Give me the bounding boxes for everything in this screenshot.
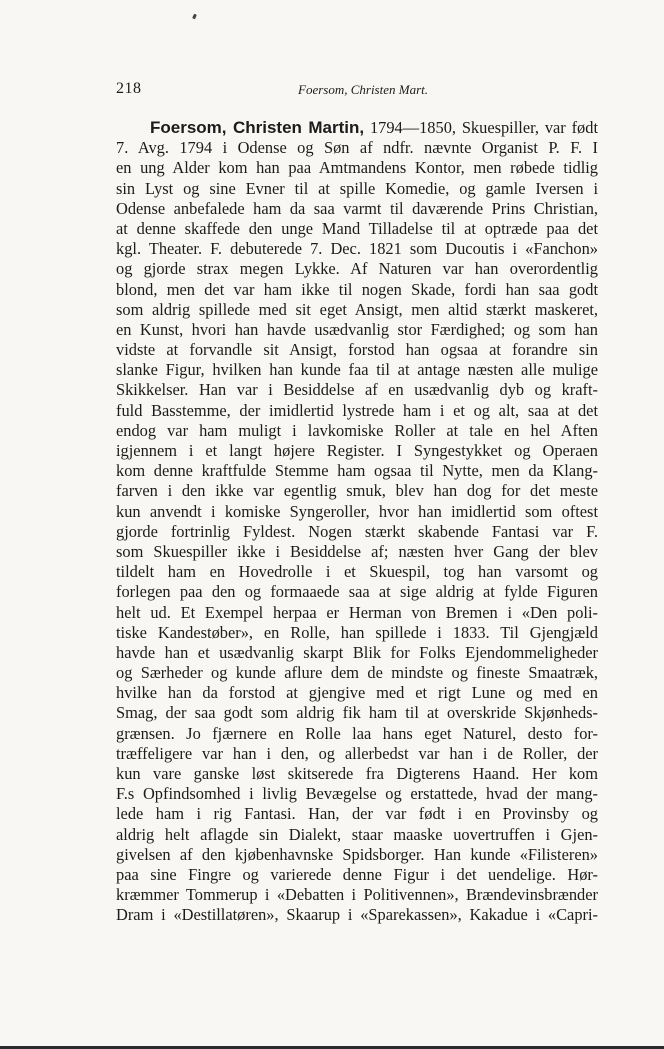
text-line: hvilke han da forstod at gjengive med et rigt Lune og med en xyxy=(116,683,598,703)
text-line: kgl. Theater. F. debuterede 7. Dec. 1821 som Ducoutis i «Fanchon» xyxy=(116,239,598,259)
text-line: fuld Basstemme, der imidlertid lystrede ham i et og alt, saa at det xyxy=(116,400,598,420)
page-header xyxy=(116,80,598,100)
text-line: endog var ham muligt i lavkomiske Roller at tale en hel Aften xyxy=(116,420,598,440)
text-line: havde han et usædvanlig skarpt Blik for Folks Ejendommeligheder xyxy=(116,642,598,662)
text-line: givelsen af den kjøbenhavnske Spidsborger. Han kunde «Filisteren» xyxy=(116,844,598,864)
text-line: gjorde fortrinlig Fyldest. Nogen stærkt skabende Fantasi var F. xyxy=(116,521,598,541)
text-line: paa sine Fingre og varierede denne Figur i det uendelige. Hør- xyxy=(116,864,598,884)
text-line: kræmmer Tommerup i «Debatten i Politivennen», Brændevinsbrænder xyxy=(116,885,598,905)
text-line: sin Lyst og sine Evner til at spille Komedie, og gamle Iversen i xyxy=(116,178,598,198)
text-line: Odense anbefalede ham da saa varmt til daværende Prins Christian, xyxy=(116,198,598,218)
text-line: slanke Figur, hvilken han kunde faa til at antage næsten alle mulige xyxy=(116,360,598,380)
text-line: vidste at forvandle sit Ansigt, forstod han ogsaa at forandre sin xyxy=(116,340,598,360)
text-line: kun vare ganske løst skitserede fra Digterens Haand. Her kom xyxy=(116,764,598,783)
text-line: og Særheder og kunde aflure dem de mindste og fineste Smaatræk, xyxy=(116,663,598,683)
page-number: 218 xyxy=(116,80,142,97)
running-head: Foersom, Christen Mart. xyxy=(298,82,428,97)
text-line: en Kunst, hvori han havde usædvanlig stor Færdighed; og som han xyxy=(116,319,598,339)
headword: Foersom, Christen Martin, xyxy=(150,118,365,137)
text-line: Skikkelser. Han var i Besiddelse af en usædvanlig dyb og kraft- xyxy=(116,380,598,400)
text-line: blond, men det var ham ikke til nogen Skade, fordi han saa godt xyxy=(116,279,598,299)
text-line-rest: 1794—1850, Skuespiller, var født xyxy=(364,118,598,137)
text-line xyxy=(116,118,598,138)
text-line: træffeligere var han i den, og allerbedst var han i de Roller, der xyxy=(116,743,598,763)
stray-ink-mark xyxy=(192,14,197,20)
text-line: at denne skaffede den unge Mand Tilladelse til at optræde paa det xyxy=(116,218,598,238)
text-line: som aldrig spillede med sit eget Ansigt, men altid stærkt maskeret, xyxy=(116,299,598,319)
text-line: helt ud. Et Exempel herpaa er Herman von Bremen i «Den poli- xyxy=(116,602,598,622)
text-line: 7. Avg. 1794 i Odense og Søn af ndfr. nævnte Organist P. F. I xyxy=(116,138,598,158)
text-line: Smag, der saa godt som aldrig fik ham til at overskride Skjønheds- xyxy=(116,703,598,723)
text-line: F.s Opfindsomhed i livlig Bevægelse og erstattede, hvad der mang- xyxy=(116,784,598,804)
text-line: og gjorde strax megen Lykke. Af Naturen var han overordentlig xyxy=(116,259,598,279)
text-line: som Skuespiller ikke i Besiddelse af; næsten hver Gang der blev xyxy=(116,541,598,561)
text-line: kun anvendt i komiske Syngeroller, hvor han imidlertid som oftest xyxy=(116,501,598,521)
text-line: igjennem i et langt højere Register. I Syngestykket og Operaen xyxy=(116,441,598,460)
article-body xyxy=(116,118,598,926)
text-line: lede ham i rig Fantasi. Han, der var født i en Provinsby og xyxy=(116,804,598,824)
text-line: grænsen. Jo fjærnere en Rolle laa hans eget Naturel, desto for- xyxy=(116,723,598,743)
text-line: tiske Kandestøber», en Rolle, han spillede i 1833. Til Gjengjæld xyxy=(116,622,598,642)
text-line: farven i den ikke var egentlig smuk, blev han dog for det meste xyxy=(116,481,598,501)
text-line: kom denne kraftfulde Stemme ham ogsaa til Nytte, men da Klang- xyxy=(116,461,598,481)
text-line: en ung Alder kom han paa Amtmandens Kontor, men røbede tidlig xyxy=(116,158,598,178)
text-line: Dram i «Destillatøren», Skaarup i «Sparekassen», Kakadue i «Capri- xyxy=(116,905,598,925)
text-line: tildelt ham en Hovedrolle i et Skuespil, tog han varsomt og xyxy=(116,562,598,582)
text-line: forlegen paa den og formaaede saa at sige aldrig at fylde Figuren xyxy=(116,582,598,602)
text-line: aldrig helt aflagde sin Dialekt, staar maaske uovertruffen i Gjen- xyxy=(116,824,598,844)
